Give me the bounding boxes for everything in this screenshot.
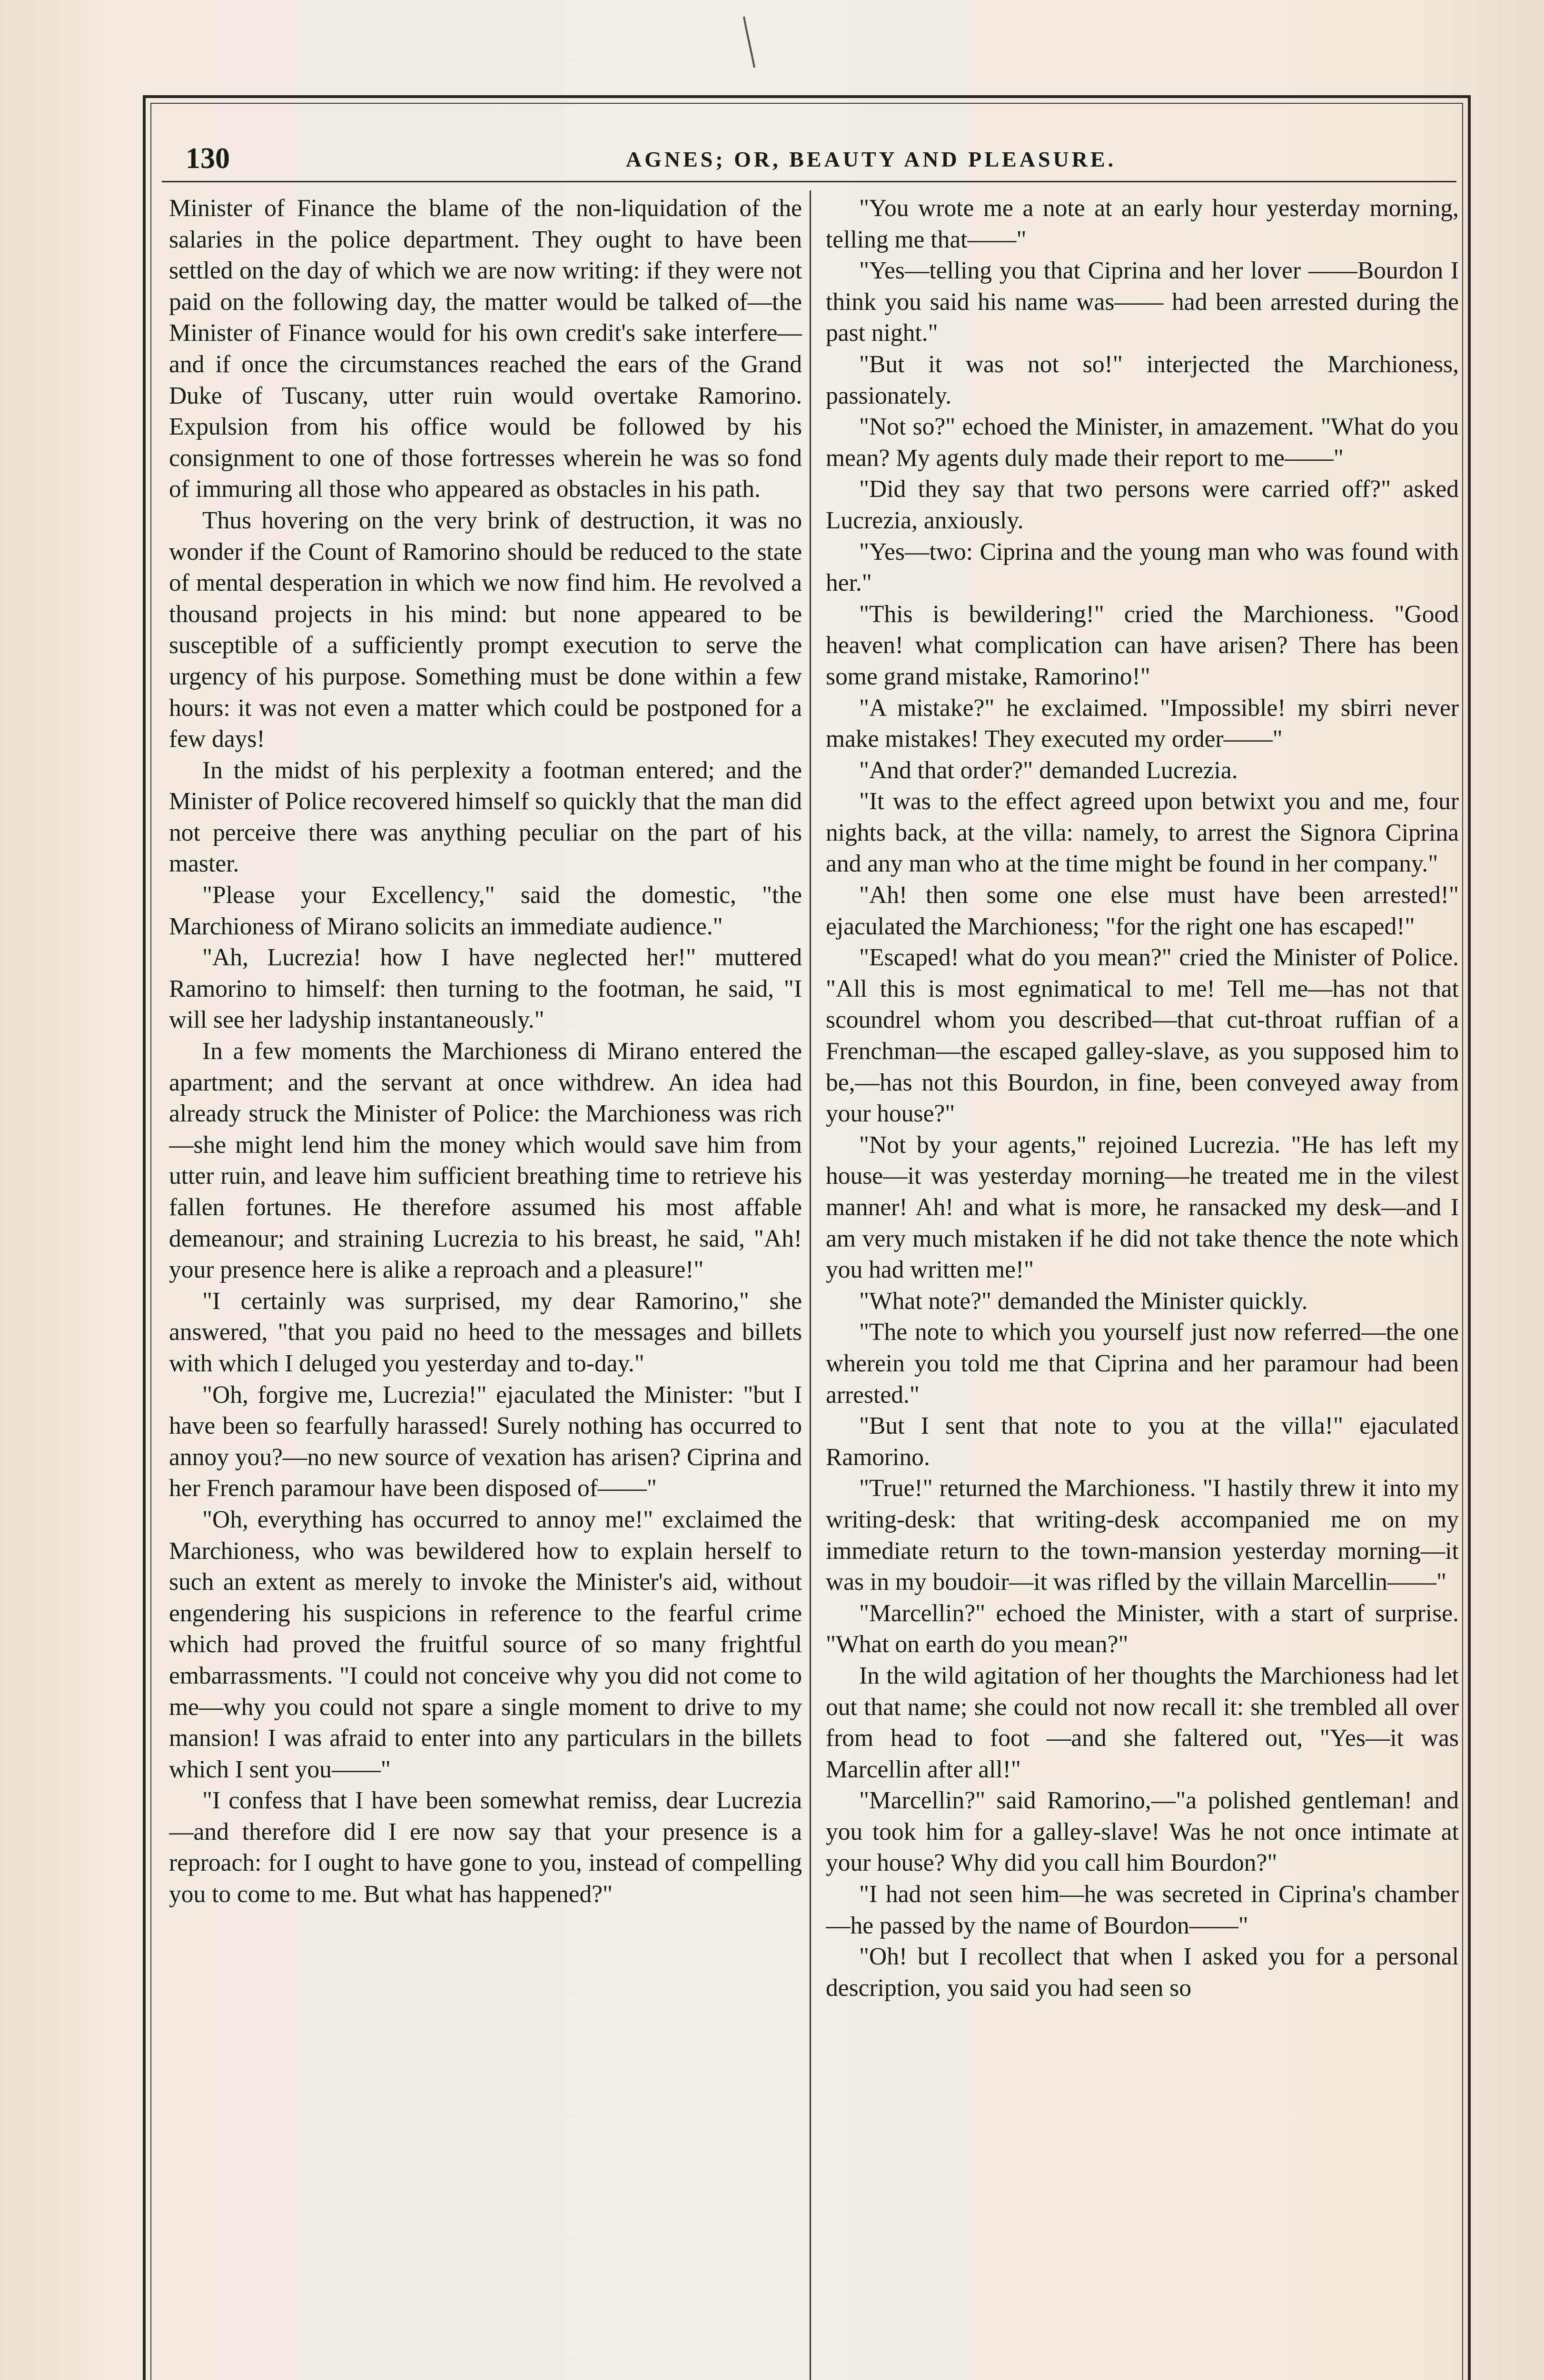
paragraph: "Did they say that two persons were carried off?" asked Lucrezia, anxiously.: [826, 476, 1459, 534]
right-text-column: [826, 193, 1459, 2378]
left-text-column: [169, 193, 802, 2378]
paragraph: "True!" returned the Marchioness. "I hastily threw it into my writing-desk: that writing-desk accompanied me on my immediate return to the town-mansion yesterday morning—it was in my boudoir—it was rifled by the villain Marcellin——": [826, 1475, 1459, 1596]
paragraph: "Yes—two: Ciprina and the young man who was found with her.": [826, 538, 1459, 597]
paragraph: "Oh, everything has occurred to annoy me!" exclaimed the Marchioness, who was bewildered how to explain herself to such an extent as merely to invoke the Minister's aid, without engendering his suspicions in reference to the fearful crime which had proved the fruitful source of so many frightful embarrassments. "I could not conceive why you did not come to me—why you could not spare a single moment to drive to my mansion! I was afraid to enter into any particulars in the billets which I sent you——": [169, 1506, 802, 1783]
running-title: AGNES; OR, BEAUTY AND PLEASURE.: [625, 147, 1117, 171]
paragraph: "Oh! but I recollect that when I asked you for a personal description, you said you had seen so: [826, 1943, 1459, 2002]
paragraph: "Oh, forgive me, Lucrezia!" ejaculated the Minister: "but I have been so fearfully harassed! Surely nothing has occurred to annoy you?—no new source of vexation has arisen? Ciprina and her French paramour have been disposed of——": [169, 1381, 802, 1502]
paragraph: "Not by your agents," rejoined Lucrezia. "He has left my house—it was yesterday morning—he treated me in the vilest manner! Ah! and what is more, he ransacked my desk—and I am very much mistaken if he did not take thence the note which you had written me!": [826, 1131, 1459, 1284]
ink-flourish-mark: [740, 14, 759, 71]
paragraph: "I confess that I have been somewhat remiss, dear Lucrezia—and therefore did I ere now say that your presence is a reproach: for I ought to have gone to you, instead of compelling you to come to me. But what has happened?": [169, 1787, 802, 1908]
paragraph: "You wrote me a note at an early hour yesterday morning, telling me that——": [826, 195, 1459, 253]
paragraph: In the wild agitation of her thoughts the Marchioness had let out that name; she could not now recall it: she trembled all over from head to foot —and she faltered out, "Yes—it was Marcellin after all!": [826, 1662, 1459, 1783]
paragraph: "Escaped! what do you mean?" cried the Minister of Police. "All this is most egnimatical to me! Tell me—has not that scoundrel whom you described—that cut-throat ruffian of a Frenchman—the escaped galley-slave, as you supposed him to be,—has not this Bourdon, in fine, been conveyed away from your house?": [826, 944, 1459, 1128]
paragraph: Thus hovering on the very brink of destruction, it was no wonder if the Count of Ramorino should be reduced to the state of mental desperation in which we now find him. He revolved a thousand projects in his mind: but none appeared to be susceptible of a sufficiently prompt execution to serve the urgency of his purpose. Something must be done within a few hours: it was not even a matter which could be postponed for a few days!: [169, 506, 802, 753]
paragraph: "Ah! then some one else must have been arrested!" ejaculated the Marchioness; "for the right one has escaped!": [826, 882, 1459, 940]
page-number: 130: [186, 142, 230, 175]
paragraph: "Yes—telling you that Ciprina and her lover ——Bourdon I think you said his name was—— had been arrested during the past night.": [826, 257, 1459, 347]
paragraph: "Marcellin?" said Ramorino,—"a polished gentleman! and you took him for a galley-slave! Was he not once intimate at your house? Why did you call him Bourdon?": [826, 1787, 1459, 1877]
paragraph: "The note to which you yourself just now referred—the one wherein you told me that Ciprina and her paramour had been arrested.": [826, 1319, 1459, 1408]
paragraph: "But I sent that note to you at the villa!" ejaculated Ramorino.: [826, 1412, 1459, 1471]
paragraph: "I had not seen him—he was secreted in Ciprina's chamber—he passed by the name of Bourdon——": [826, 1881, 1459, 1939]
paragraph: "Not so?" echoed the Minister, in amazement. "What do you mean? My agents duly made their report to me——": [826, 413, 1459, 472]
paragraph: "Ah, Lucrezia! how I have neglected her!" muttered Ramorino to himself: then turning to the footman, he said, "I will see her ladyship instantaneously.": [169, 944, 802, 1034]
paragraph: "And that order?" demanded Lucrezia.: [859, 756, 1238, 784]
paragraph: In a few moments the Marchioness di Mirano entered the apartment; and the servant at once withdrew. An idea had already struck the Minister of Police: the Marchioness was rich—she might lend him the money which would save him from utter ruin, and leave him sufficient breathing time to retrieve his fallen fortunes. He therefore assumed his most affable demeanour; and straining Lucrezia to his breast, he said, "Ah! your presence here is alike a reproach and a pleasure!": [169, 1038, 802, 1284]
paragraph: "This is bewildering!" cried the Marchioness. "Good heaven! what complication can have arisen? There has been some grand mistake, Ramorino!": [826, 600, 1459, 690]
column-divider: [810, 190, 811, 2380]
paragraph: Minister of Finance the blame of the non-liquidation of the salaries in the police department. They ought to have been settled on the day of which we are now writing: if they were not paid on the following day, the matter would be talked of—the Minister of Finance would for his own credit's sake interfere—and if once the circumstances reached the ears of the Grand Duke of Tuscany, utter ruin would overtake Ramorino. Expulsion from his office would be followed by his consignment to one of those fortresses wherein he was so fond of immuring all those who appeared as obstacles in his path.: [169, 195, 802, 503]
paragraph: "Please your Excellency," said the domestic, "the Marchioness of Mirano solicits an immediate audience.": [169, 882, 802, 940]
paragraph: "What note?" demanded the Minister quickly.: [859, 1287, 1308, 1315]
page-header: [186, 138, 1433, 181]
header-rule: [162, 181, 1456, 182]
paragraph: "It was to the effect agreed upon betwixt you and me, four nights back, at the villa: namely, to arrest the Signora Ciprina and any man who at the time might be found in her company.": [826, 788, 1459, 878]
paragraph: In the midst of his perplexity a footman entered; and the Minister of Police recovered himself so quickly that the man did not perceive there was anything peculiar on the part of his master.: [169, 756, 802, 878]
paragraph: "A mistake?" he exclaimed. "Impossible! my sbirri never make mistakes! They executed my order——": [826, 694, 1459, 753]
paragraph: "Marcellin?" echoed the Minister, with a start of surprise. "What on earth do you mean?": [826, 1599, 1459, 1658]
paragraph: "But it was not so!" interjected the Marchioness, passionately.: [826, 350, 1459, 409]
paragraph: "I certainly was surprised, my dear Ramorino," she answered, "that you paid no heed to the messages and billets with which I deluged you yesterday and to-day.": [169, 1287, 802, 1377]
